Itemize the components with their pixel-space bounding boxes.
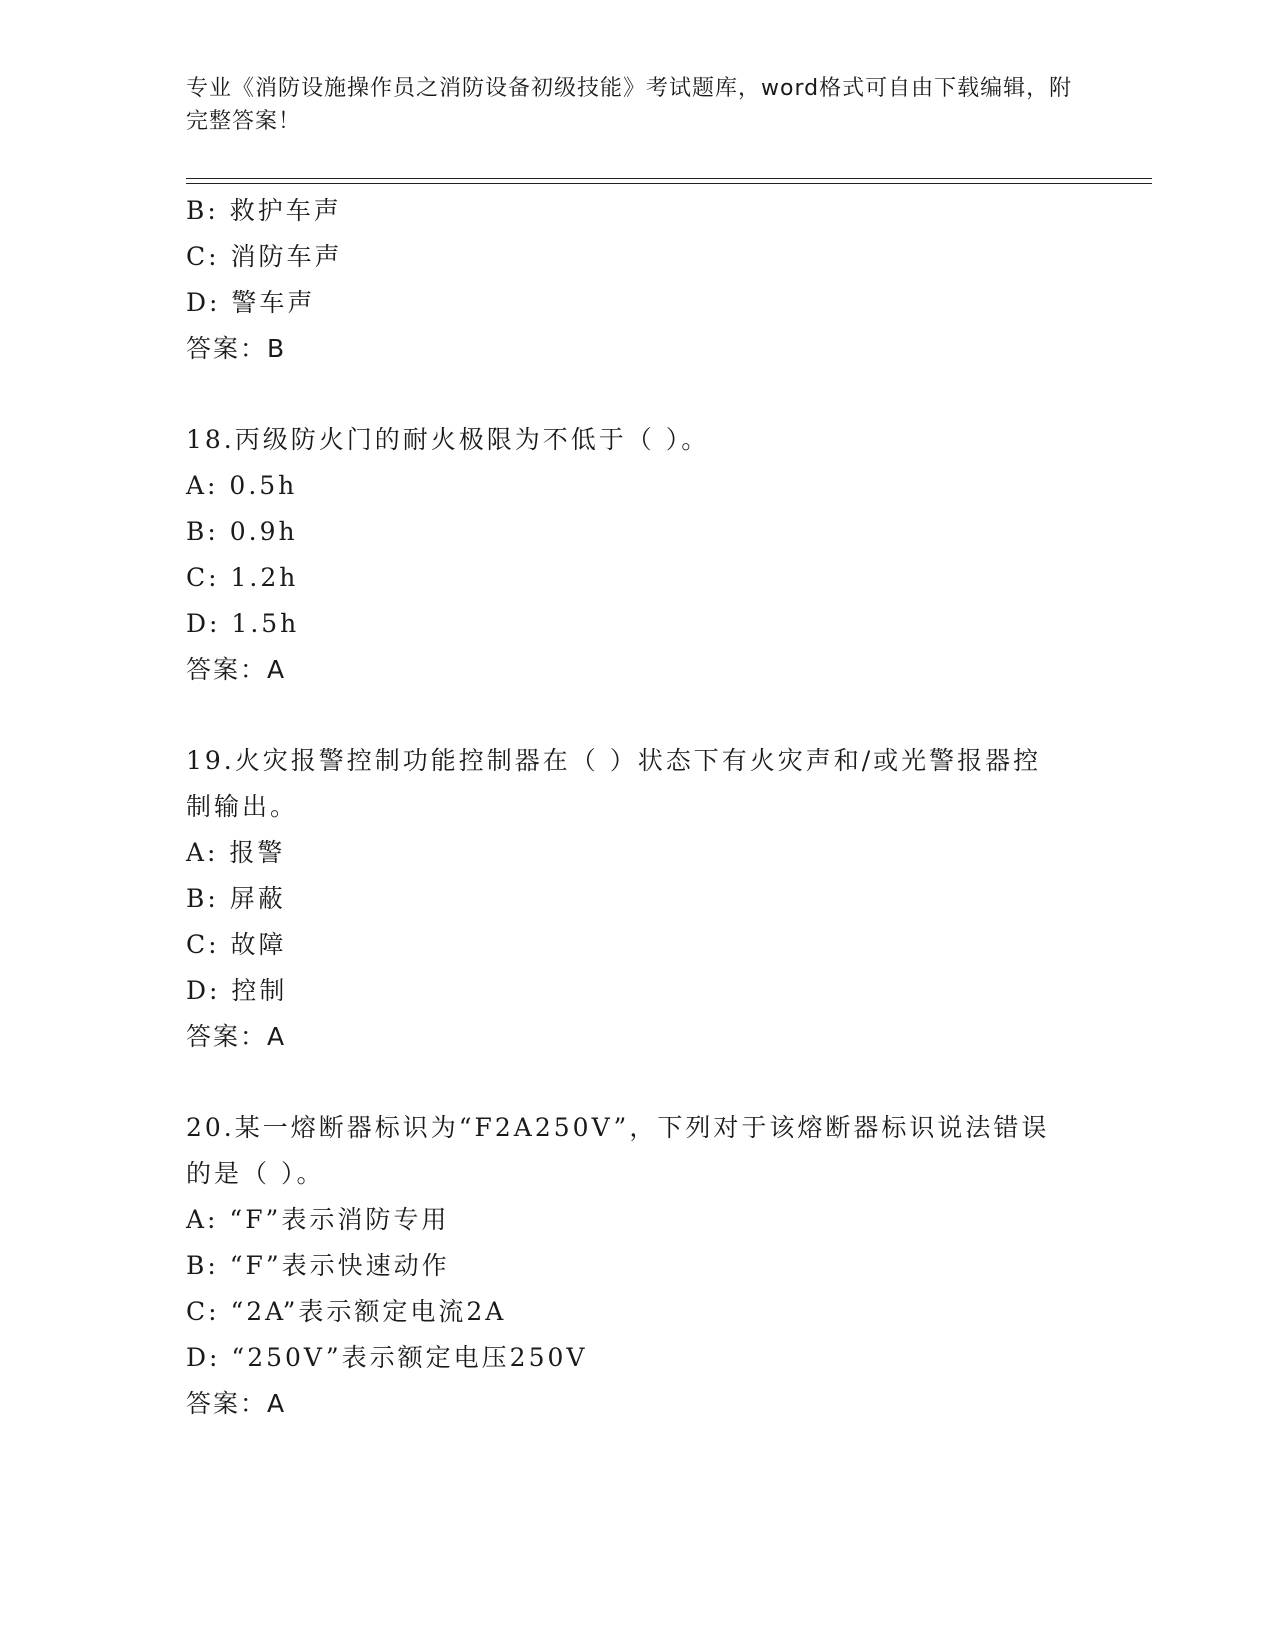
answer: 答案：A	[186, 655, 287, 684]
option-c: C: 1.2h	[186, 563, 299, 592]
option-c: C: “2A”表示额定电流2A	[186, 1297, 507, 1326]
option-b: B: “F”表示快速动作	[186, 1251, 450, 1280]
option-a: A: 报警	[186, 838, 286, 867]
option-a: A: “F”表示消防专用	[186, 1205, 450, 1234]
option-b: B: 救护车声	[186, 196, 342, 225]
option-c: C: 消防车声	[186, 242, 343, 271]
question-list	[186, 188, 1086, 1427]
option-d: D: 1.5h	[186, 609, 300, 638]
spacer	[186, 693, 1086, 738]
option-a: A: 0.5h	[186, 471, 298, 500]
answer: 答案：B	[186, 334, 287, 363]
spacer	[186, 372, 1086, 417]
option-d: D: 警车声	[186, 288, 316, 317]
spacer	[186, 1060, 1086, 1105]
question-18	[186, 417, 1086, 693]
document-header: 专业《消防设施操作员之消防设备初级技能》考试题库，word格式可自由下载编辑，附完整答案！	[186, 76, 1073, 134]
answer: 答案：A	[186, 1022, 287, 1051]
option-d: D: 控制	[186, 976, 288, 1005]
question-stem: 18.丙级防火门的耐火极限为不低于（ ）。	[186, 425, 710, 454]
question-20	[186, 1105, 1086, 1427]
question-stem: 20.某一熔断器标识为“F2A250V”，下列对于该熔断器标识说法错误的是（ ）。	[186, 1113, 1050, 1188]
option-b: B: 屏蔽	[186, 884, 286, 913]
answer: 答案：A	[186, 1389, 287, 1418]
header-divider-top	[186, 178, 1152, 179]
header-divider-bottom	[186, 183, 1152, 184]
option-b: B: 0.9h	[186, 517, 298, 546]
question-17-partial	[186, 188, 1086, 372]
option-c: C: 故障	[186, 930, 287, 959]
option-d: D: “250V”表示额定电压250V	[186, 1343, 588, 1372]
question-19	[186, 738, 1086, 1060]
question-stem: 19.火灾报警控制功能控制器在（ ）状态下有火灾声和/或光警报器控制输出。	[186, 746, 1042, 821]
